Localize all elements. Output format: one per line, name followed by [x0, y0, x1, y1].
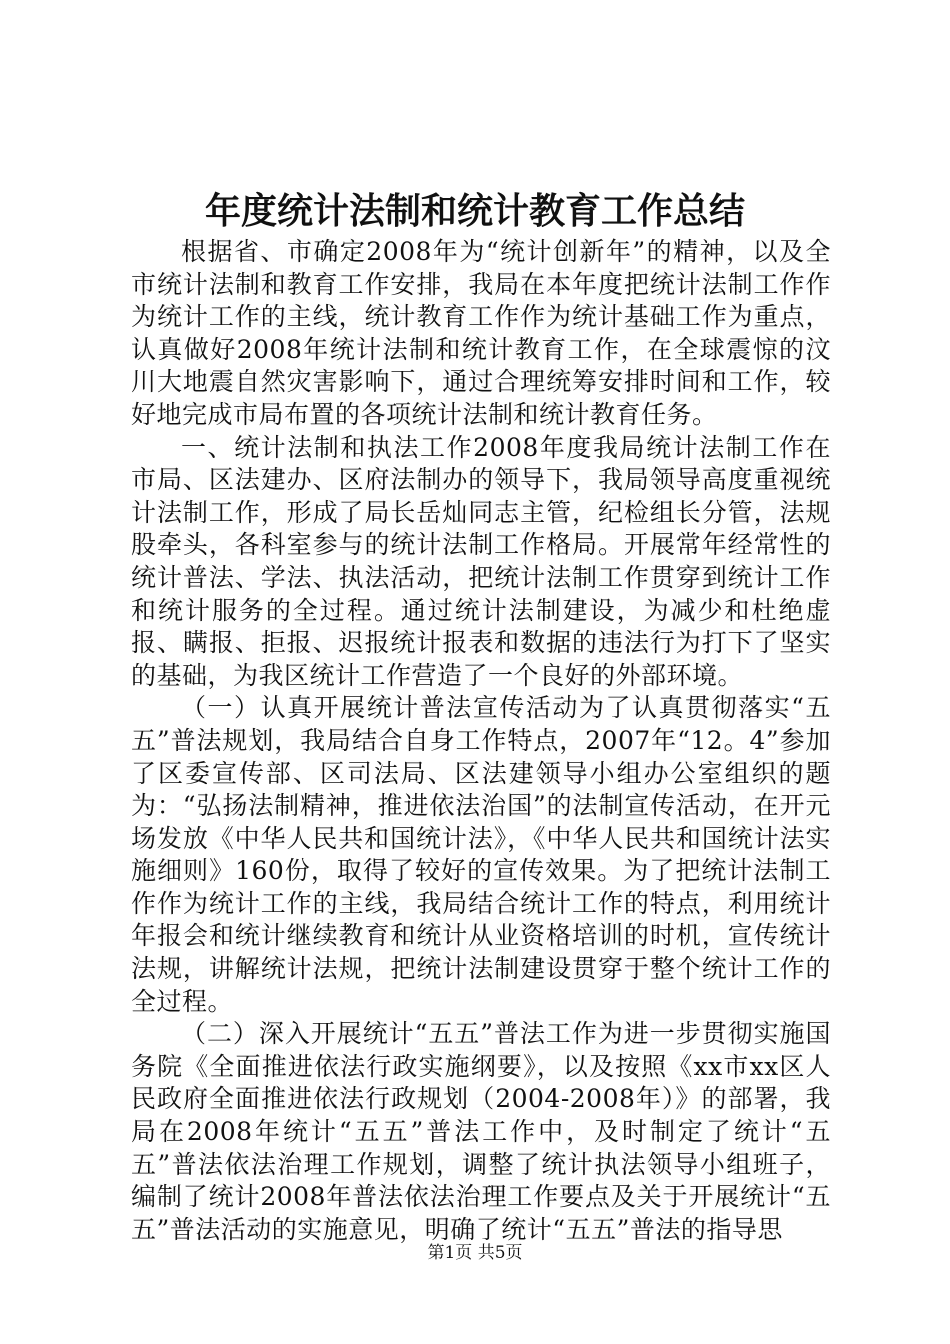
document-title: 年度统计法制和统计教育工作总结 [204, 190, 745, 232]
document-body [131, 236, 831, 1246]
paragraph-section-1: 一、统计法制和执法工作2008年度我局统计法制工作在市局、区法建办、区府法制办的领导下，我局领导高度重视统计法制工作，形成了局长岳灿同志主管，纪检组长分管，法规股牵头，各科室参与的统计法制工作格局。开展常年经常性的统计普法、学法、执法活动，把统计法制工作贯穿到统计工作和统计服务的全过程。通过统计法制建设，为减少和杜绝虚报、瞒报、拒报、迟报统计报表和数据的违法行为打下了坚实的基础，为我区统计工作营造了一个良好的外部环境。 [131, 432, 831, 690]
paragraph-subsection-2: （二）深入开展统计“五五”普法工作为进一步贯彻实施国务院《全面推进依法行政实施纲要》，以及按照《xx市xx区人民政府全面推进依法行政规划（2004-2008年）》的部署，我局在2008年统计“五五”普法工作中，及时制定了统计“五五”普法依法治理工作规划，调整了统计执法领导小组班子，编制了统计2008年普法依法治理工作要点及关于开展统计“五五”普法活动的实施意见，明确了统计“五五”普法的指导思 [131, 1019, 831, 1244]
paragraph-subsection-1: （一）认真开展统计普法宣传活动为了认真贯彻落实“五五”普法规划，我局结合自身工作特点，2007年“12。4”参加了区委宣传部、区司法局、区法建领导小组办公室组织的题为：“弘扬法制精神，推进依法治国”的法制宣传活动，在开元场发放《中华人民共和国统计法》，《中华人民共和国统计法实施细则》160份，取得了较好的宣传效果。为了把统计法制工作作为统计工作的主线，我局结合统计工作的特点，利用统计年报会和统计继续教育和统计从业资格培训的时机，宣传统计法规，讲解统计法规，把统计法制建设贯穿于整个统计工作的全过程。 [131, 693, 831, 1016]
page-number-footer: 第1页 共5页 [427, 1243, 523, 1263]
paragraph-intro: 根据省、市确定2008年为“统计创新年”的精神，以及全市统计法制和教育工作安排，我局在本年度把统计法制工作作为统计工作的主线，统计教育工作作为统计基础工作为重点，认真做好2008年统计法制和统计教育工作，在全球震惊的汶川大地震自然灾害影响下，通过合理统筹安排时间和工作，较好地完成市局布置的各项统计法制和统计教育任务。 [131, 237, 831, 429]
